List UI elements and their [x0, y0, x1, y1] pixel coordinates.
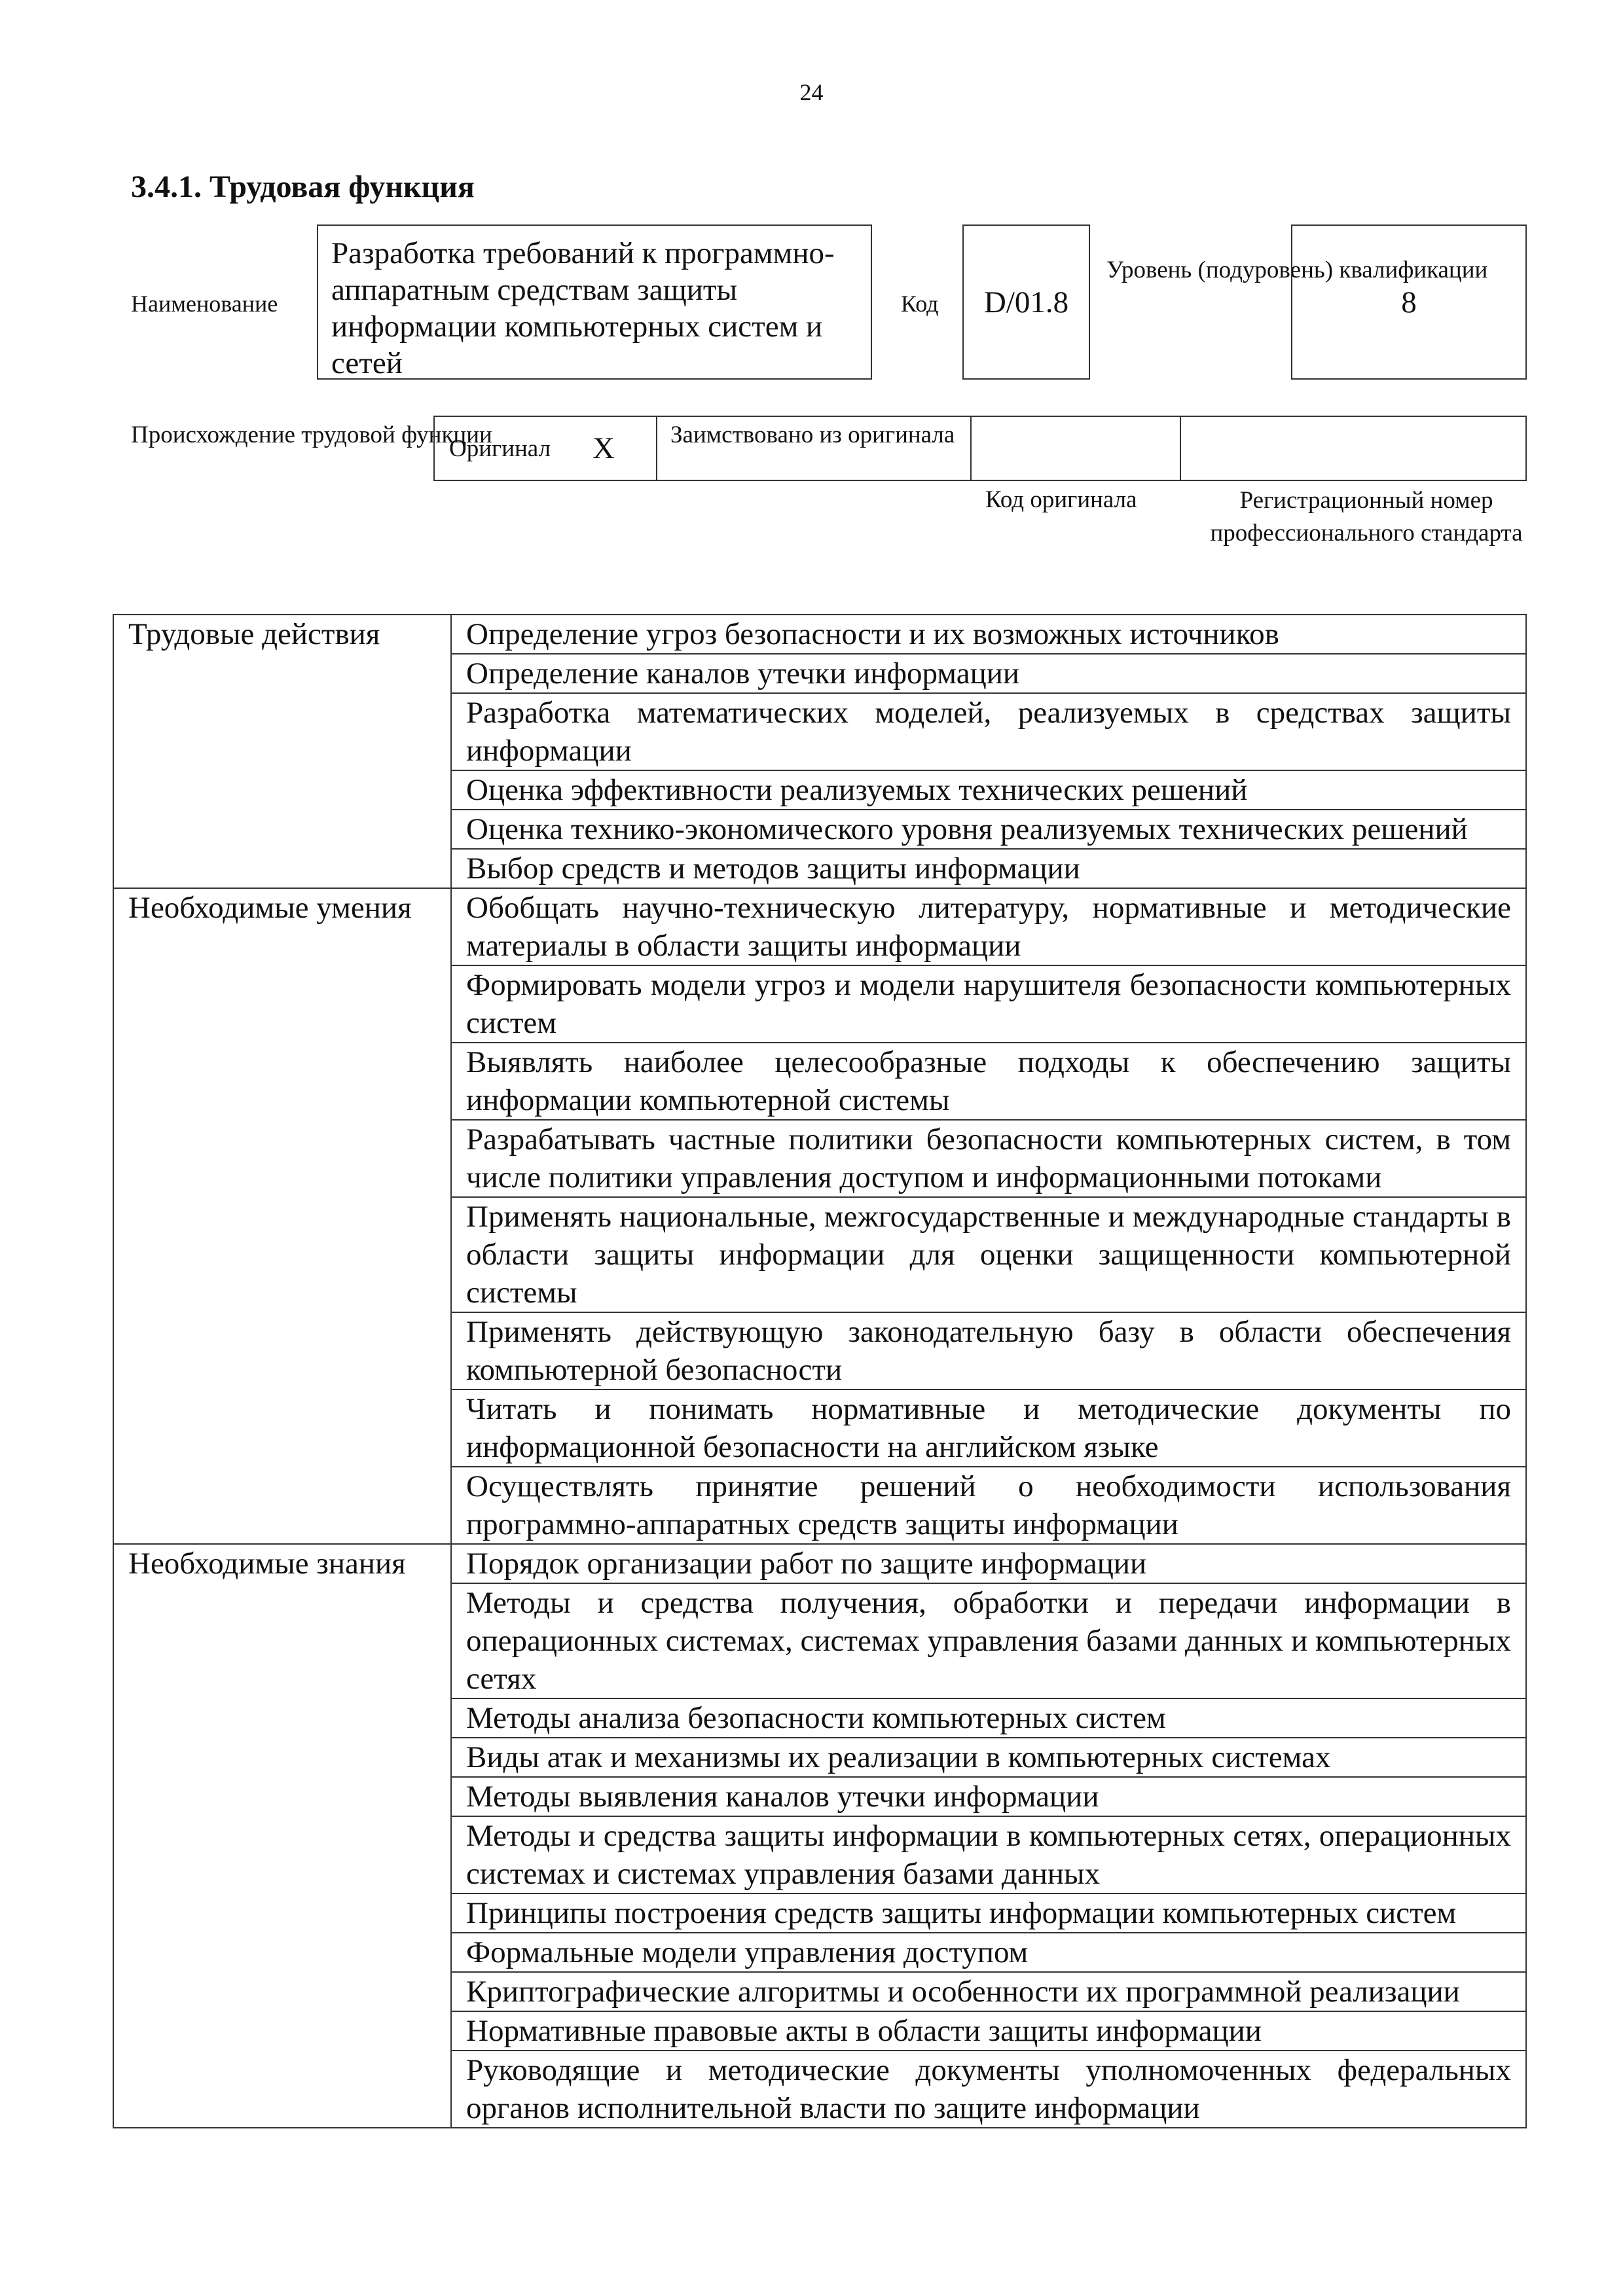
origin-original-cell [435, 417, 657, 480]
requirement-item: Формальные модели управления доступом [451, 1933, 1526, 1972]
requirement-item: Применять действующую законодательную базу в области обеспечения компьютерной безопасности [451, 1312, 1526, 1390]
requirement-item: Обобщать научно-техническую литературу, нормативные и методические материалы в области защиты информации [451, 888, 1526, 965]
section-title: 3.4.1. Трудовая функция [131, 170, 475, 204]
qualification-level-label-text: Уровень (подуровень) квалификации [1106, 257, 1488, 283]
requirement-item: Выбор средств и методов защиты информации [451, 849, 1526, 888]
name-label: Наименование [131, 291, 278, 317]
requirement-item: Нормативные правовые акты в области защиты информации [451, 2011, 1526, 2051]
requirement-item: Формировать модели угроз и модели нарушителя безопасности компьютерных систем [451, 965, 1526, 1043]
requirements-table-body [113, 615, 1526, 2128]
origin-row [433, 416, 1527, 481]
requirement-item: Методы выявления каналов утечки информации [451, 1777, 1526, 1816]
requirement-item: Принципы построения средств защиты информации компьютерных систем [451, 1893, 1526, 1933]
code-label: Код [901, 291, 939, 317]
reg-number-cell [1181, 417, 1525, 480]
requirement-item: Осуществлять принятие решений о необходимости использования программно-аппаратных средств защиты информации [451, 1467, 1526, 1544]
requirement-item: Разработка математических моделей, реализуемых в средствах защиты информации [451, 693, 1526, 770]
original-mark: X [593, 431, 615, 465]
requirement-item: Выявлять наиболее целесообразные подходы к обеспечению защиты информации компьютерной системы [451, 1043, 1526, 1120]
origin-code-cell [972, 417, 1181, 480]
requirement-item: Руководящие и методические документы уполномоченных федеральных органов исполнительной власти по защите информации [451, 2051, 1526, 2128]
function-code-value: D/01.8 [962, 224, 1090, 380]
function-name-value: Разработка требований к программно-аппаратным средствам защиты информации компьютерных систем и сетей [317, 224, 872, 380]
origin-code-caption: Код оригинала [985, 486, 1137, 513]
requirement-item: Оценка технико-экономического уровня реализуемых технических решений [451, 810, 1526, 849]
reg-number-caption: Регистрационный номер профессионального стандарта [1210, 487, 1523, 547]
requirement-item: Определение каналов утечки информации [451, 654, 1526, 693]
table-row [113, 888, 1526, 965]
requirement-item: Порядок организации работ по защите информации [451, 1544, 1526, 1583]
original-label: Оригинал [449, 435, 551, 462]
requirement-item: Методы и средства получения, обработки и передачи информации в операционных системах, системах управления базами данных и компьютерных сетях [451, 1583, 1526, 1698]
requirement-item: Читать и понимать нормативные и методические документы по информационной безопасности на английском языке [451, 1390, 1526, 1467]
requirement-item: Методы и средства защиты информации в компьютерных сетях, операционных системах и системах управления базами данных [451, 1816, 1526, 1893]
page-number: 24 [799, 79, 824, 105]
table-row [113, 1544, 1526, 1583]
section-category: Необходимые знания [113, 1544, 451, 2128]
origin-borrowed-cell [657, 417, 972, 480]
requirements-table [113, 614, 1527, 2128]
section-category: Необходимые умения [113, 888, 451, 1544]
qualification-level-value: 8 [1291, 224, 1527, 380]
requirement-item: Применять национальные, межгосударственные и международные стандарты в области защиты информации для оценки защищенности компьютерной системы [451, 1197, 1526, 1312]
requirement-item: Определение угроз безопасности и их возможных источников [451, 615, 1526, 654]
requirement-item: Криптографические алгоритмы и особенности их программной реализации [451, 1972, 1526, 2011]
origin-label-text: Происхождение трудовой функции [131, 422, 492, 448]
requirement-item: Разрабатывать частные политики безопасности компьютерных систем, в том числе политики управления доступом и информационными потоками [451, 1120, 1526, 1197]
borrowed-label: Заимствовано из оригинала [670, 422, 955, 448]
requirement-item: Виды атак и механизмы их реализации в компьютерных системах [451, 1738, 1526, 1777]
requirement-item: Методы анализа безопасности компьютерных систем [451, 1698, 1526, 1738]
section-category: Трудовые действия [113, 615, 451, 888]
table-row [113, 615, 1526, 654]
requirement-item: Оценка эффективности реализуемых технических решений [451, 770, 1526, 810]
